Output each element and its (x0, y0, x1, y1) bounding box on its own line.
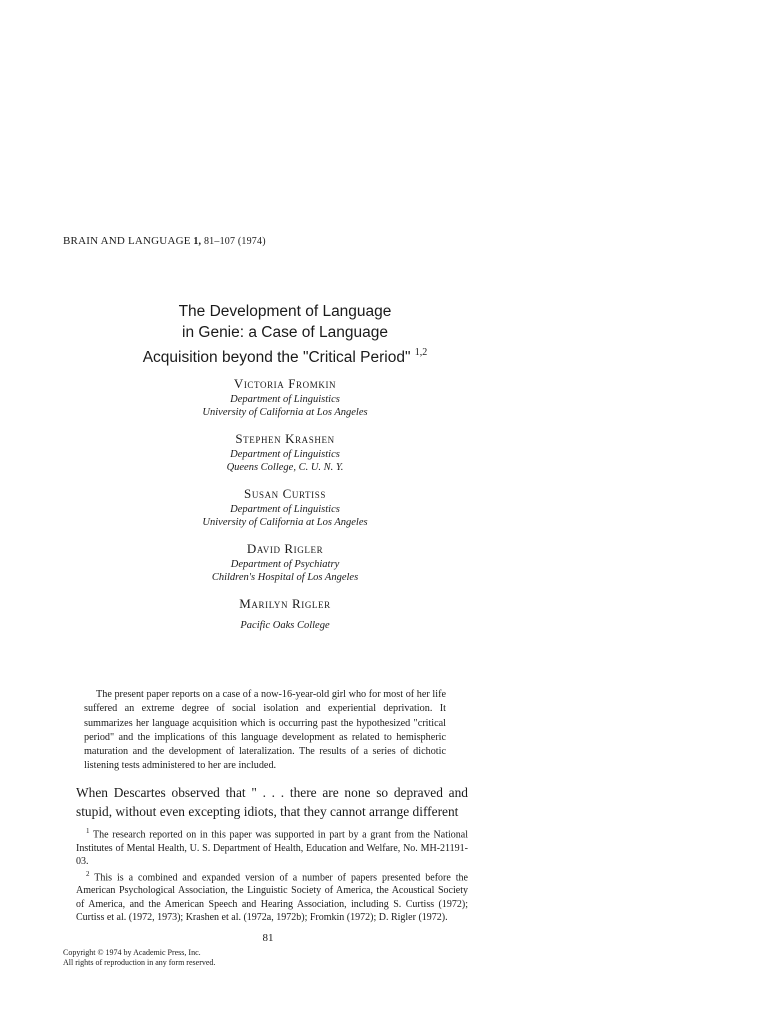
author-block (100, 485, 470, 529)
author-department: Department of Linguistics (230, 394, 340, 405)
author-block (100, 540, 470, 584)
footnote-text: This is a combined and expanded version of a number of papers presented before the American Psychological Association, the Linguistic Society of America, the Acoustical Society of America, and the American Speech and Hearing Association, including S. Curtiss (1972); Curtiss et al. (1972, 1973); Krashen et al. (1972a, 1972b); Fromkin (1972); D. Rigler (1972). (76, 872, 468, 923)
paper-title (100, 301, 470, 368)
author-department: Department of Linguistics (230, 504, 340, 515)
abstract: The present paper reports on a case of a now-16-year-old girl who for most of her life suffered an extreme degree of social isolation and experiential deprivation. It summarizes her language acquisition which is occurring past the hypothesized "critical period" and the implications of this language development as related to hemispheric maturation and the development of lateralization. The results of a series of dichotic listening tests administered to her are included. (84, 689, 446, 772)
rights-line: All rights of reproduction in any form reserved. (63, 958, 216, 967)
author-block (100, 595, 470, 632)
author-list (100, 375, 470, 643)
author-department: Department of Psychiatry (230, 559, 340, 570)
title-line-1: The Development of Language (178, 303, 392, 320)
author-institution: Children's Hospital of Los Angeles (211, 572, 359, 583)
journal-volume: 1, (193, 236, 202, 247)
title-footnote-marks: 1,2 (414, 347, 428, 358)
copyright-line: Copyright © 1974 by Academic Press, Inc. (63, 948, 201, 957)
footnote-text: The research reported on in this paper was supported in part by a grant from the National Institutes of Mental Health, U. S. Department of Health, Education and Welfare, No. MH-21191-03. (76, 829, 468, 867)
author-name: Susan Curtiss (244, 486, 326, 501)
title-line-2: in Genie: a Case of Language (182, 324, 388, 341)
footnote-mark: 1 (86, 827, 90, 835)
journal-citation (63, 235, 266, 247)
author-block (100, 375, 470, 419)
footnote-mark: 2 (86, 869, 90, 878)
title-line-3 (100, 343, 470, 368)
author-institution: University of California at Los Angeles (202, 407, 368, 418)
page-number: 81 (262, 932, 274, 944)
footnotes (76, 825, 468, 924)
author-name: Stephen Krashen (235, 431, 335, 446)
author-name: David Rigler (246, 541, 324, 556)
author-institution: Queens College, C. U. N. Y. (226, 462, 344, 473)
author-department: Department of Linguistics (230, 449, 340, 460)
author-institution: University of California at Los Angeles (202, 517, 368, 528)
author-name: Marilyn Rigler (239, 596, 331, 611)
author-name: Victoria Fromkin (233, 376, 337, 391)
author-block (100, 430, 470, 474)
journal-name: BRAIN AND LANGUAGE (63, 235, 191, 247)
body-paragraph: When Descartes observed that " . . . there are none so depraved and stupid, without even excepting idiots, that they cannot arrange different (76, 785, 468, 820)
footnote (76, 825, 468, 868)
title-line-3-text: Acquisition beyond the "Critical Period" (142, 349, 411, 367)
copyright-notice (63, 948, 215, 968)
footnote (76, 868, 468, 924)
journal-pages-year: 81–107 (1974) (203, 236, 266, 247)
author-institution: Pacific Oaks College (240, 620, 330, 631)
